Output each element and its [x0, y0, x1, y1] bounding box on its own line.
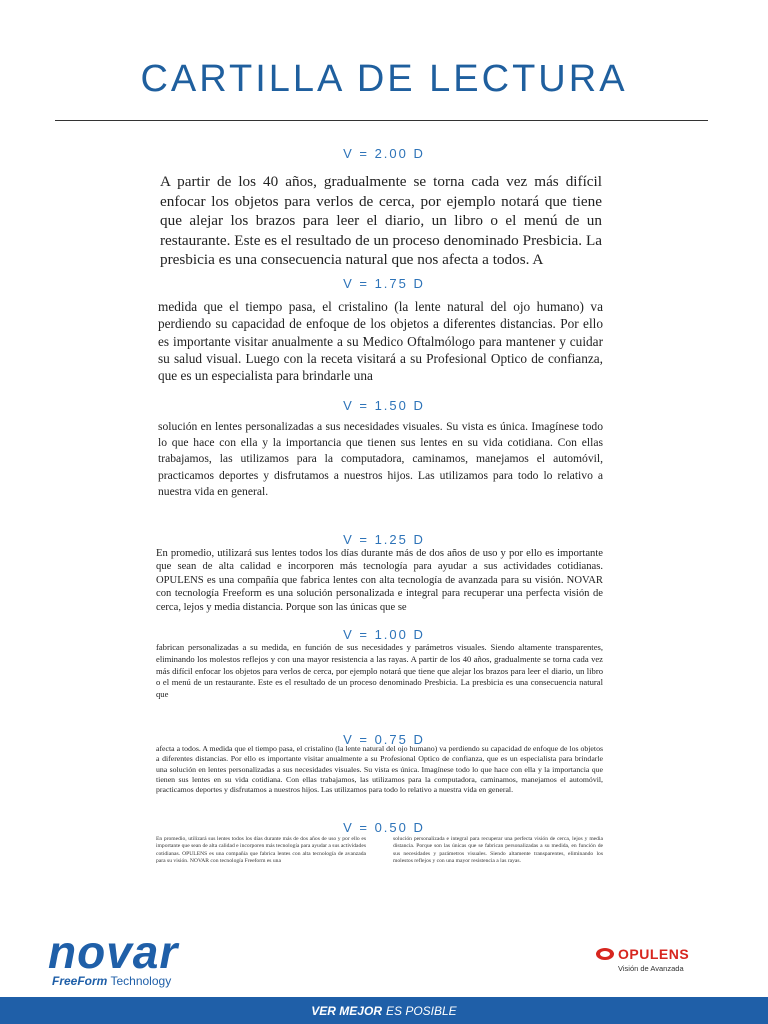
opulens-wordmark: OPULENS [618, 946, 690, 962]
level-label-0-50: V = 0.50 D [343, 820, 425, 835]
title-divider [55, 120, 708, 121]
opulens-logo [596, 946, 689, 973]
reading-paragraph-1-25: En promedio, utilizará sus lentes todos los días durante más de dos años de uso y por ello es importante que sean de alta calidad e incorporen más tecnología para ayudar a sus actividades cotidianas. OPULENS es una compañía que fabrica lentes con alta tecnología de avanzada para su visión. NOVAR con tecnología Freeform es una solución personalizada e integral para recuperar una perfecta visión de cerca, lejos y media distancia. Porque son las únicas que se [156, 548, 603, 613]
reading-column-left: En promedio, utilizará sus lentes todos los días durante más de dos años de uso y por ello es importante que sean de alta calidad e incorporen más tecnología para ayudar a sus actividades cotidianas. OPULENS es una compañía que fabrica lentes con alta tecnología de avanzada para su visión. NOVAR con tecnología Freeform es una [156, 836, 366, 865]
footer-slogan-rest: ES POSIBLE [385, 1003, 457, 1018]
reading-paragraph-0-75: afecta a todos. A medida que el tiempo pasa, el cristalino (la lente natural del ojo humano) va perdiendo su capacidad de enfoque de los objetos a diferentes distancias. Por ello es importante visitar anualmente a su Profesional Optico de confianza, que es un especialista para brindarle una solución en lentes personalizadas a sus necesidades visuales. Su vista es única. Imagínese todo lo que hace con ella y la importancia que tienen sus lentes en su vida cotidiana. Con ellas trabajamos, las utilizamos para la computadora, caminamos, manejamos el automóvil, practicamos deportes y disfrutamos a nuestros hijos. Las utilizamos para todo lo relativo a nuestra vida en general. [156, 744, 603, 795]
novar-tag-rest: Technology [110, 974, 172, 988]
page-title: CARTILLA DE LECTURA [140, 58, 628, 100]
novar-tag-bold: FreeForm [52, 974, 108, 988]
reading-column-right: solución personalizada e integral para recuperar una perfecta visión de cerca, lejos y media distancia. Porque son las únicas que se fabrican personalizadas a su medida, en función de sus necesidades y parámetros visuales. Siendo altamente transparentes, eliminando los molestos reflejos y con una mayor resistencia a las rayas. [393, 836, 603, 865]
novar-logo [48, 926, 179, 988]
novar-logo-tagline [52, 974, 178, 988]
footer-slogan-bold: VER MEJOR [311, 1003, 382, 1018]
reading-paragraph-2-00: A partir de los 40 años, gradualmente se torna cada vez más difícil enfocar los objetos para verlos de cerca, por ejemplo notará que tiene que alejar los brazos para leer el diario, un libro o el menú de un restaurante. Este es el resultado de un proceso denominado Presbicia. La presbicia es una consecuencia natural que nos afecta a todos. A [160, 173, 602, 268]
level-label-1-00: V = 1.00 D [343, 627, 425, 642]
opulens-eye-icon [596, 948, 614, 960]
footer-banner [0, 997, 768, 1024]
reading-paragraph-1-00: fabrican personalizadas a su medida, en función de sus necesidades y parámetros visuales. Siendo altamente transparentes, eliminando los molestos reflejos y con una mayor resistencia a las rayas. A partir de los 40 años, gradualmente se torna cada vez más difícil enfocar los objetos para verlos de cerca, por ejemplo notará que tiene que alejar los brazos para leer el diario, un libro o el menú de un restaurante. Este es el resultado de un proceso denominado Presbicia. La presbicia es una consecuencia natural que [156, 642, 603, 700]
level-label-2-00: V = 2.00 D [343, 146, 425, 161]
reading-paragraph-1-50: solución en lentes personalizadas a sus necesidades visuales. Su vista es única. Imagínese todo lo que hace con ella y la importancia que tienen sus lentes en su vida cotidiana. Con ellas trabajamos, las utilizamos para la computadora, caminamos, manejamos el automóvil, practicamos deportes y disfrutamos a nuestros hijos. Las utilizamos para todo lo relativo a nuestra vida en general. [158, 420, 603, 498]
level-label-1-75: V = 1.75 D [343, 276, 425, 291]
level-label-0-75: V = 0.75 D [343, 732, 425, 747]
novar-logo-wordmark: novar [48, 926, 179, 978]
reading-paragraph-1-75: medida que el tiempo pasa, el cristalino (la lente natural del ojo humano) va perdiendo su capacidad de enfoque de los objetos a diferentes distancias. Por ello es importante visitar anualmente a su Medico Oftalmólogo para mantener y cuidar su salud visual. Luego con la receta visitará a su Profesional Optico de confianza, que es un especialista para brindarle una [158, 299, 603, 384]
reading-columns-0-50 [156, 836, 603, 866]
opulens-tagline: Visión de Avanzada [618, 964, 684, 973]
level-label-1-50: V = 1.50 D [343, 398, 425, 413]
level-label-1-25: V = 1.25 D [343, 532, 425, 547]
